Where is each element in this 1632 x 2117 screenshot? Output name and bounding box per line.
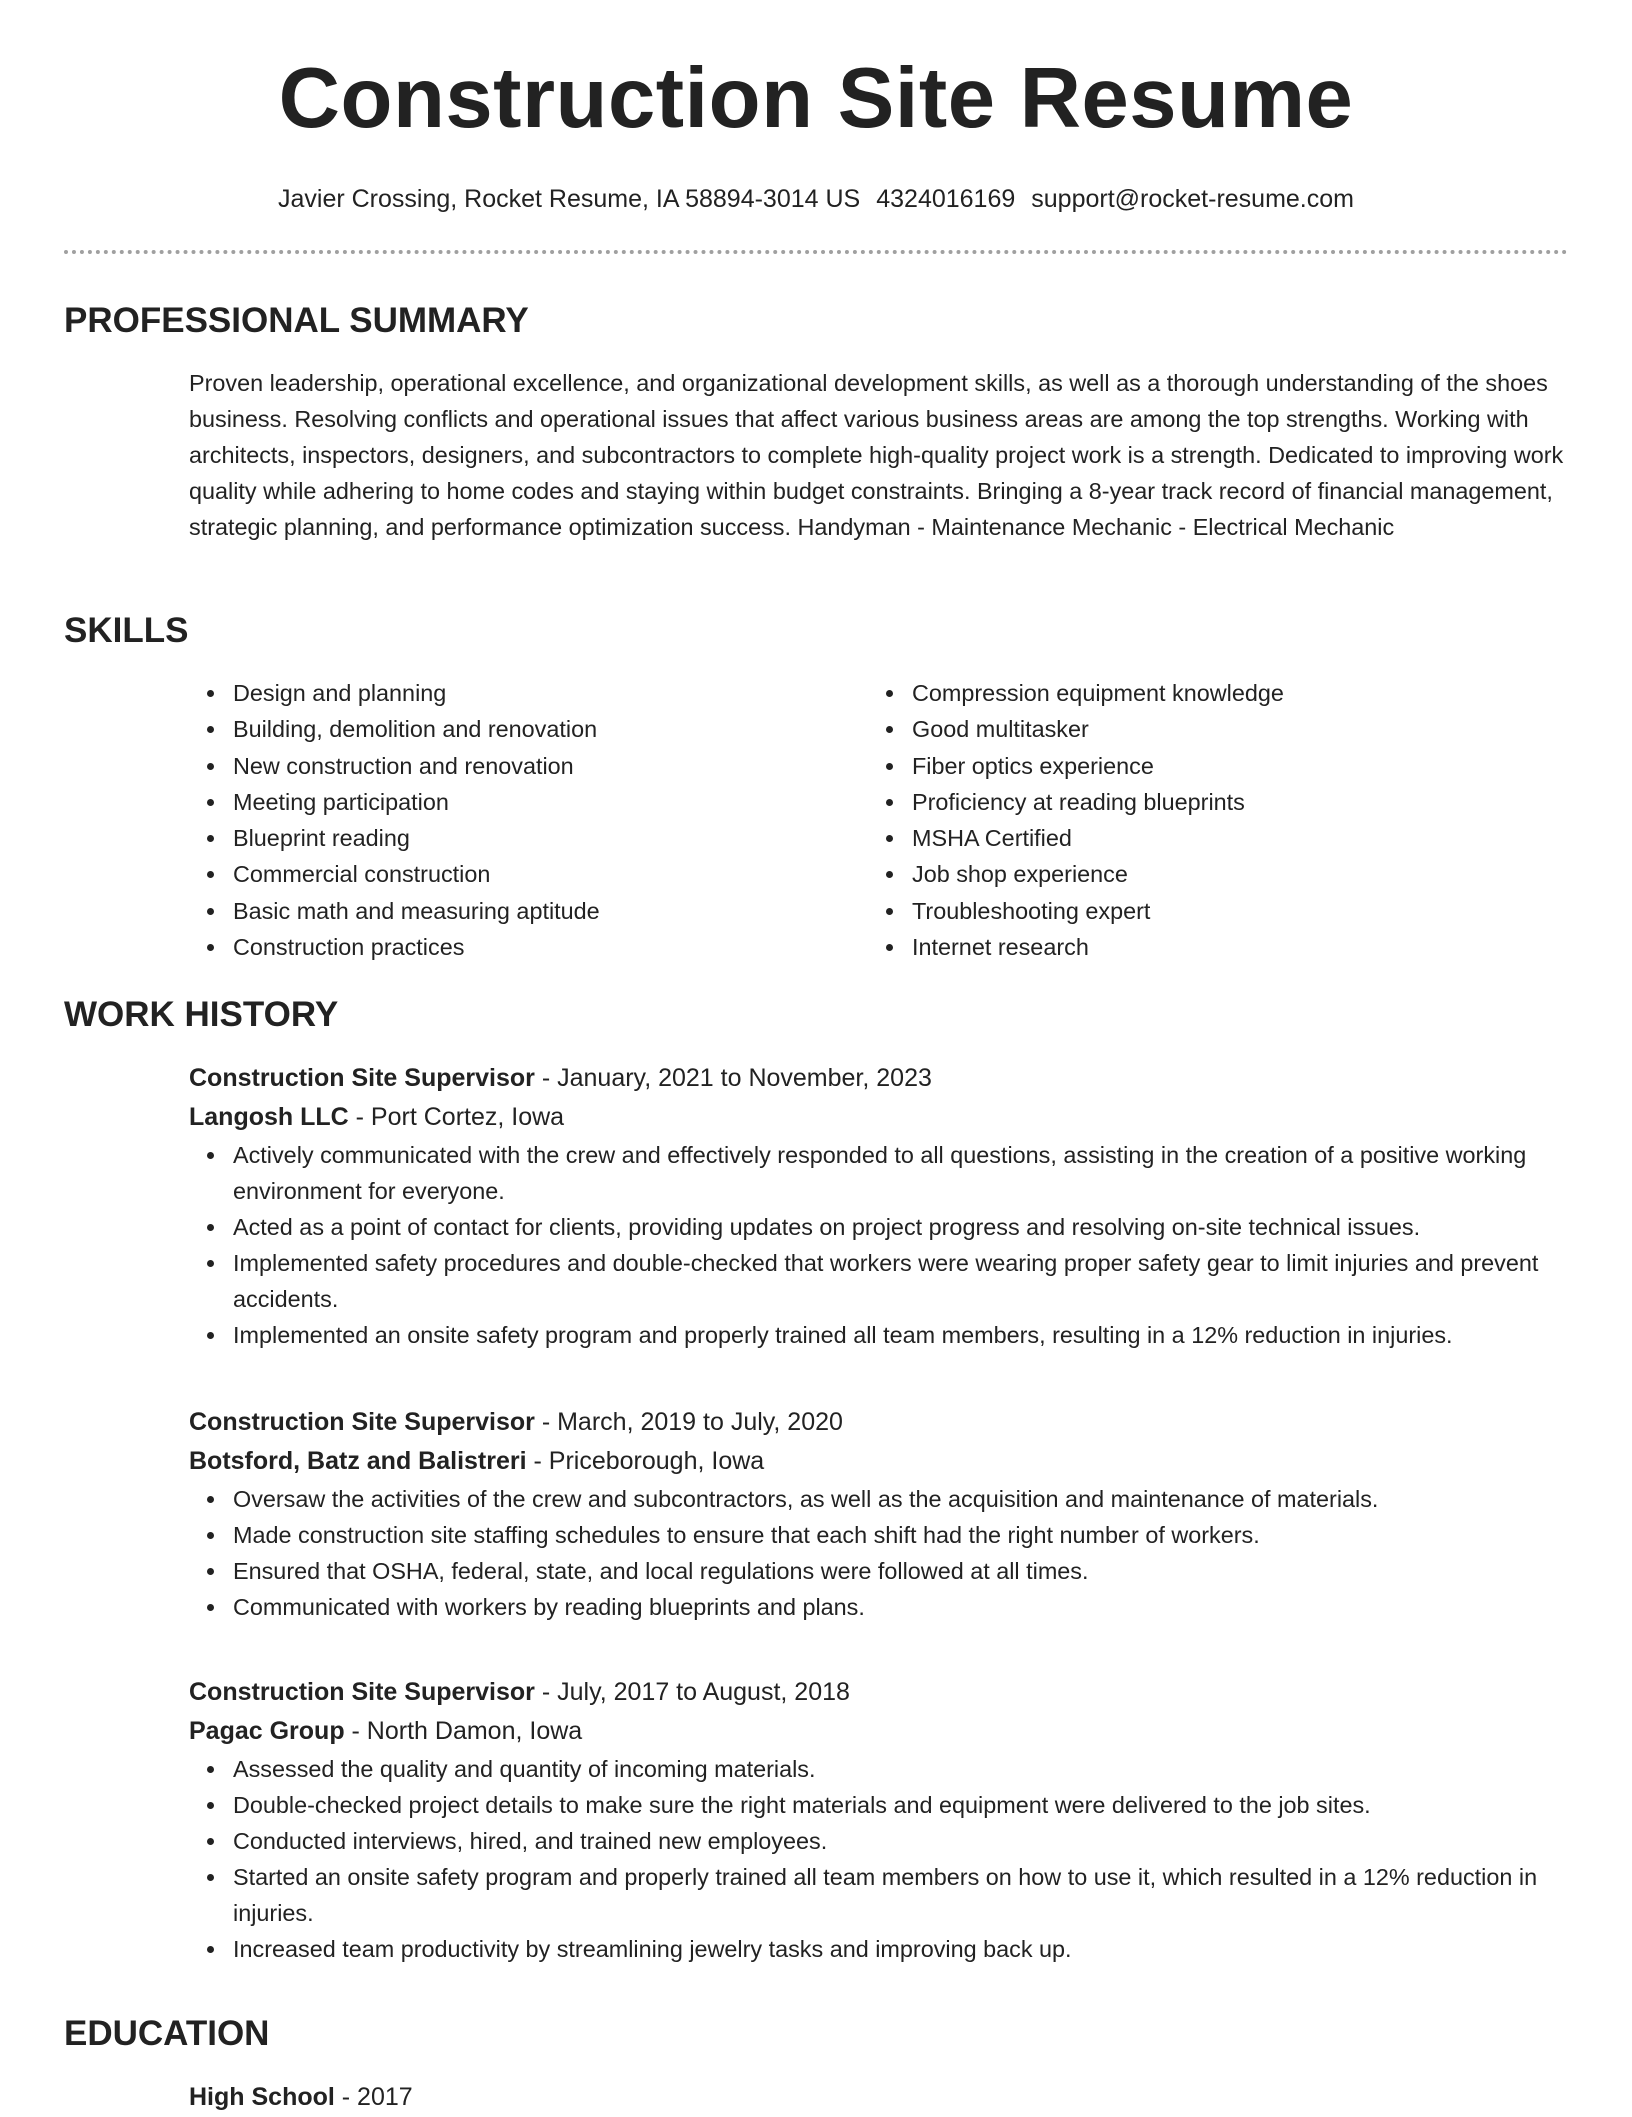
summary-text: Proven leadership, operational excellence, and organizational development skills, as well as a thorough understanding of the shoes business. Resolving conflicts and operational issues that affect various business areas are among the top strengths. Working with architects, inspectors, designers, and subcontractors to complete high-quality project work is a strength. Dedicated to improving work quality while adhering to home codes and staying within budget constraints. Bringing a 8-year track record of financial management, strategic planning, and performance optimization success. Handyman - Maintenance Mechanic - Electrical Mechanic	[189, 370, 1564, 540]
contact-email[interactable]: support@rocket-resume.com	[1031, 185, 1354, 213]
education-degree: High School	[189, 2083, 335, 2111]
education-heading: EDUCATION	[64, 2014, 270, 2053]
skill-item: Design and planning	[189, 675, 829, 711]
job-company-line	[189, 1442, 1569, 1481]
work-history-heading: WORK HISTORY	[64, 995, 339, 1034]
job-bullet: Oversaw the activities of the crew and subcontractors, as well as the acquisition and maintenance of materials.	[189, 1481, 1569, 1517]
job-bullet: Ensured that OSHA, federal, state, and local regulations were followed at all times.	[189, 1553, 1569, 1589]
job-bullet: Increased team productivity by streamlining jewelry tasks and improving back up.	[189, 1931, 1569, 1967]
job-bullets	[189, 1137, 1569, 1353]
summary-heading: PROFESSIONAL SUMMARY	[64, 301, 529, 340]
skill-item: Internet research	[868, 929, 1508, 965]
skill-item: Troubleshooting expert	[868, 893, 1508, 929]
skills-right-column	[868, 675, 1508, 965]
job-entry-1	[189, 1059, 1569, 1353]
job-title-line	[189, 1403, 1569, 1442]
job-bullet: Implemented safety procedures and double-checked that workers were wearing proper safety gear to limit injuries and prevent accidents.	[189, 1245, 1569, 1317]
job-location: - North Damon, Iowa	[344, 1717, 583, 1745]
job-company-line	[189, 1098, 1569, 1137]
skill-item: Proficiency at reading blueprints	[868, 784, 1508, 820]
job-dates: - March, 2019 to July, 2020	[534, 1408, 843, 1436]
job-title: Construction Site Supervisor	[189, 1408, 535, 1436]
job-location: - Port Cortez, Iowa	[348, 1103, 565, 1131]
job-title-line	[189, 1059, 1569, 1098]
job-bullet: Started an onsite safety program and properly trained all team members on how to use it, which resulted in a 12% reduction in injuries.	[189, 1859, 1569, 1931]
skill-item: Compression equipment knowledge	[868, 675, 1508, 711]
skill-item: MSHA Certified	[868, 820, 1508, 856]
job-bullet: Actively communicated with the crew and effectively responded to all questions, assisting in the creation of a positive working environment for everyone.	[189, 1137, 1569, 1209]
job-title: Construction Site Supervisor	[189, 1678, 535, 1706]
skills-left-column	[189, 675, 829, 965]
education-year: - 2017	[334, 2083, 413, 2111]
job-dates: - January, 2021 to November, 2023	[534, 1064, 932, 1092]
skill-item: Good multitasker	[868, 711, 1508, 747]
skill-item: Blueprint reading	[189, 820, 829, 856]
job-bullets	[189, 1751, 1569, 1967]
job-location: - Priceborough, Iowa	[526, 1447, 765, 1475]
skill-item: Meeting participation	[189, 784, 829, 820]
skill-item: Building, demolition and renovation	[189, 711, 829, 747]
job-bullet: Double-checked project details to make sure the right materials and equipment were delivered to the job sites.	[189, 1787, 1569, 1823]
job-title-line	[189, 1673, 1569, 1712]
job-bullet: Acted as a point of contact for clients, providing updates on project progress and resolving on-site technical issues.	[189, 1209, 1569, 1245]
job-bullet: Communicated with workers by reading blueprints and plans.	[189, 1589, 1569, 1625]
job-bullet: Made construction site staffing schedules to ensure that each shift had the right number of workers.	[189, 1517, 1569, 1553]
job-bullet: Assessed the quality and quantity of incoming materials.	[189, 1751, 1569, 1787]
skill-item: New construction and renovation	[189, 748, 829, 784]
summary-section	[189, 365, 1569, 545]
job-company: Langosh LLC	[189, 1103, 349, 1131]
skill-item: Construction practices	[189, 929, 829, 965]
resume-title: Construction Site Resume	[278, 51, 1354, 146]
contact-line	[0, 182, 1632, 216]
education-entry	[189, 2078, 1569, 2117]
skill-item: Fiber optics experience	[868, 748, 1508, 784]
skill-item: Basic math and measuring aptitude	[189, 893, 829, 929]
job-title: Construction Site Supervisor	[189, 1064, 535, 1092]
skill-item: Commercial construction	[189, 856, 829, 892]
job-entry-3	[189, 1673, 1569, 1967]
job-dates: - July, 2017 to August, 2018	[534, 1678, 850, 1706]
contact-phone[interactable]: 4324016169	[876, 185, 1016, 213]
job-bullets	[189, 1481, 1569, 1625]
skills-heading: SKILLS	[64, 611, 189, 650]
job-company: Botsford, Batz and Balistreri	[189, 1447, 527, 1475]
job-company: Pagac Group	[189, 1717, 345, 1745]
header-divider	[64, 250, 1568, 254]
skill-item: Job shop experience	[868, 856, 1508, 892]
job-entry-2	[189, 1403, 1569, 1625]
job-company-line	[189, 1712, 1569, 1751]
job-bullet: Conducted interviews, hired, and trained new employees.	[189, 1823, 1569, 1859]
contact-address: Javier Crossing, Rocket Resume, IA 58894-3014 US	[278, 185, 861, 213]
job-bullet: Implemented an onsite safety program and properly trained all team members, resulting in a 12% reduction in injuries.	[189, 1317, 1569, 1353]
education-line	[189, 2078, 1569, 2117]
